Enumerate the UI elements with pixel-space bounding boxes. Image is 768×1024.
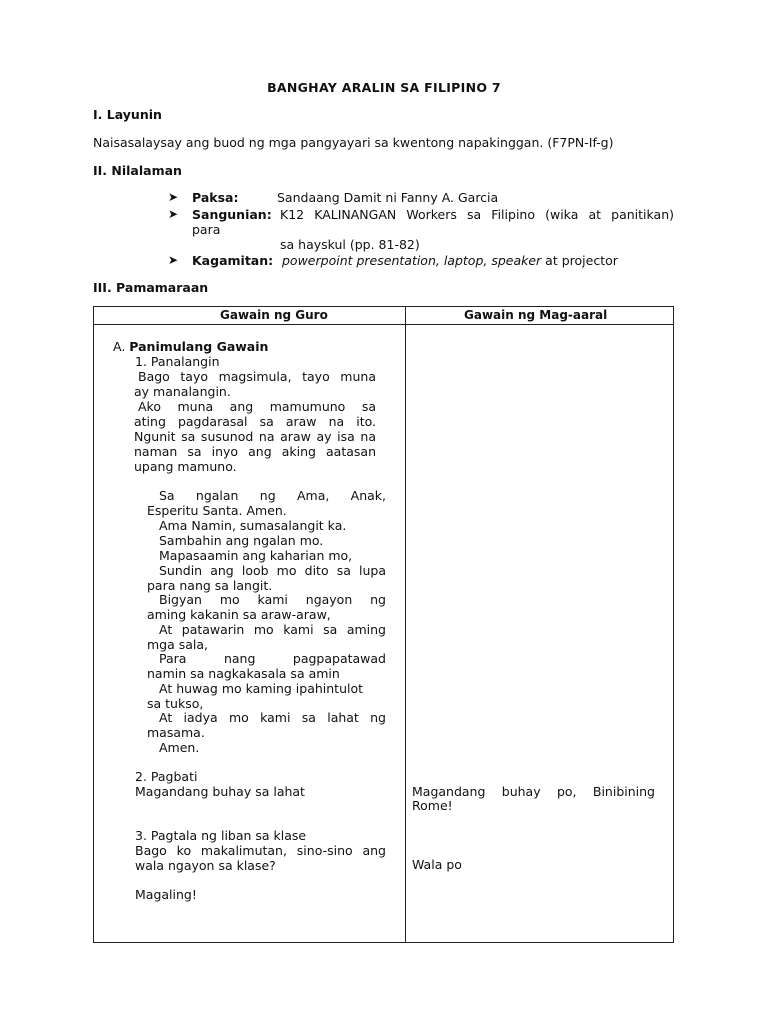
- prayer-line: mga sala,: [147, 637, 209, 652]
- header-gawain-mag-aaral: Gawain ng Mag-aaral: [464, 308, 608, 322]
- prayer-line: Sa ngalan ng Ama, Anak,: [159, 488, 386, 503]
- arrow-bullet-icon: ➤: [168, 190, 179, 204]
- intro-line: upang mamuno.: [134, 459, 237, 474]
- pagtala-text-line1: Bago ko makalimutan, sino-sino ang: [135, 843, 386, 858]
- sangunian-value-para: para: [192, 222, 221, 237]
- prayer-line: Bigyan mo kami ngayon ng: [159, 592, 386, 607]
- kagamitan-value-rest: at projector: [541, 253, 618, 268]
- prayer-line: At huwag mo kaming ipahintulot: [159, 681, 364, 696]
- section-a-prefix: A.: [113, 339, 130, 354]
- pagtala-response: Wala po: [412, 857, 462, 872]
- column-divider: [405, 307, 406, 942]
- prayer-line: para nang sa langit.: [147, 578, 273, 593]
- paksa-label: Paksa:: [192, 190, 239, 205]
- prayer-line: Sambahin ang ngalan mo.: [159, 533, 324, 548]
- sangunian-label: Sangunian:: [192, 207, 272, 222]
- header-gawain-guro: Gawain ng Guro: [220, 308, 328, 322]
- prayer-line: Ama Namin, sumasalangit ka.: [159, 518, 347, 533]
- prayer-line: Esperitu Santa. Amen.: [147, 503, 287, 518]
- panalangin-title: 1. Panalangin: [135, 354, 220, 369]
- intro-line: naman sa inyo ang aking aatasan: [134, 444, 376, 459]
- document-title: BANGHAY ARALIN SA FILIPINO 7: [267, 80, 501, 95]
- prayer-line: Mapasaamin ang kaharian mo,: [159, 548, 353, 563]
- prayer-line: Sundin ang loob mo dito sa lupa: [159, 563, 386, 578]
- intro-line: Bago tayo magsimula, tayo muna: [138, 369, 376, 384]
- arrow-bullet-icon: ➤: [168, 253, 179, 267]
- pagtala-text-line2: wala ngayon sa klase?: [135, 858, 276, 873]
- section-layunin-heading: I. Layunin: [93, 107, 162, 122]
- pagtala-title: 3. Pagtala ng liban sa klase: [135, 828, 307, 843]
- arrow-bullet-icon: ➤: [168, 207, 179, 221]
- section-a-title: [113, 339, 268, 354]
- pagbati-response-line2: Rome!: [412, 798, 453, 813]
- kagamitan-value-italic: powerpoint presentation, laptop, speaker: [282, 253, 542, 268]
- paksa-value: Sandaang Damit ni Fanny A. Garcia: [277, 190, 499, 205]
- prayer-line: Amen.: [159, 740, 200, 755]
- sangunian-value-line2: sa hayskul (pp. 81-82): [280, 237, 420, 252]
- section-pamamaraan-heading: III. Pamamaraan: [93, 280, 209, 295]
- lesson-table: [93, 306, 674, 943]
- intro-line: ay manalangin.: [134, 384, 231, 399]
- kagamitan-value: [282, 253, 618, 268]
- intro-line: Ako muna ang mamumuno sa: [138, 399, 376, 414]
- intro-line: Ngunit sa susunod na araw ay isa na: [134, 429, 376, 444]
- closing-text: Magaling!: [135, 887, 197, 902]
- prayer-line: sa tukso,: [147, 696, 204, 711]
- pagbati-title: 2. Pagbati: [135, 769, 198, 784]
- section-nilalaman-heading: II. Nilalaman: [93, 163, 182, 178]
- layunin-text: Naisasalaysay ang buod ng mga pangyayari sa kwentong napakinggan. (F7PN-If-g): [93, 135, 614, 150]
- kagamitan-label: Kagamitan:: [192, 253, 274, 268]
- prayer-line: masama.: [147, 725, 205, 740]
- pagbati-response-line1: Magandang buhay po, Binibining: [412, 784, 655, 799]
- prayer-line: At patawarin mo kami sa aming: [159, 622, 386, 637]
- sangunian-value-line1: K12 KALINANGAN Workers sa Filipino (wika at panitikan): [280, 207, 674, 222]
- intro-line: ating pagdarasal sa araw na ito.: [134, 414, 376, 429]
- prayer-line: aming kakanin sa araw-araw,: [147, 607, 331, 622]
- prayer-line: namin sa nagkakasala sa amin: [147, 666, 340, 681]
- pagbati-text: Magandang buhay sa lahat: [135, 784, 305, 799]
- section-a-label: Panimulang Gawain: [129, 339, 269, 354]
- prayer-line: At iadya mo kami sa lahat ng: [159, 710, 386, 725]
- prayer-line: Para nang pagpapatawad: [159, 651, 386, 666]
- table-header-row: [94, 307, 673, 325]
